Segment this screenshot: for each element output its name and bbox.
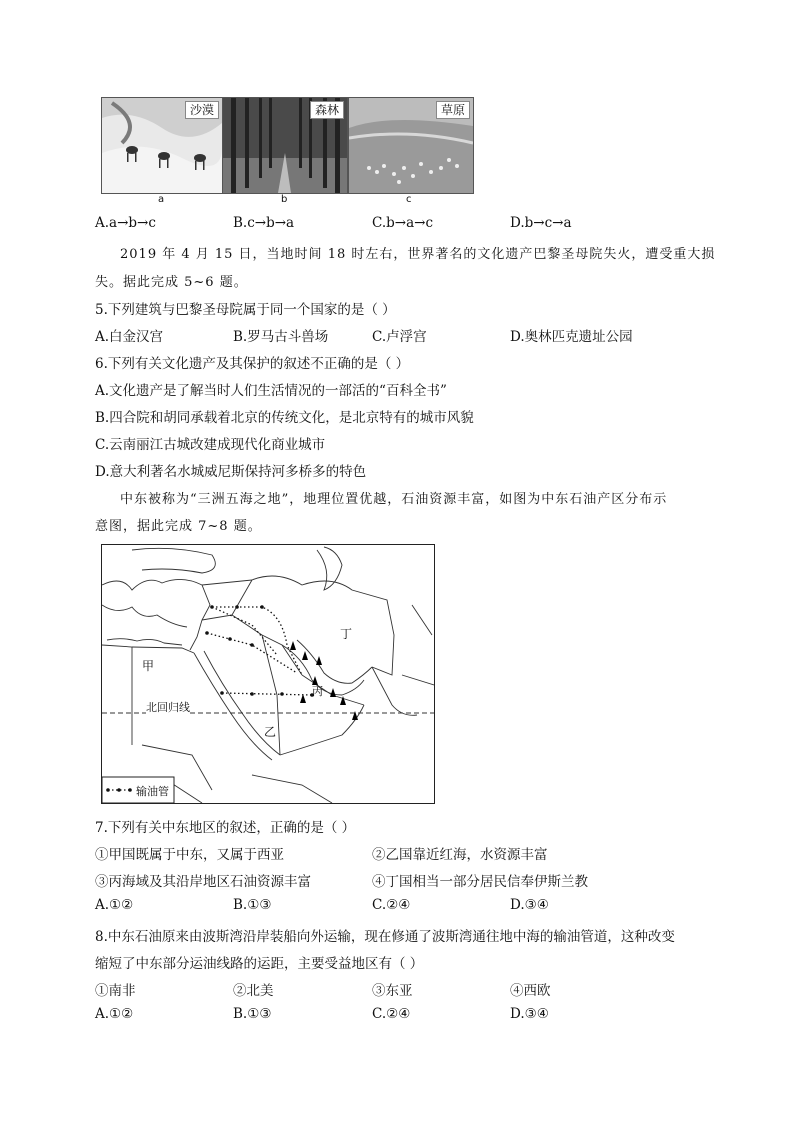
- q5-option-c: C.卢浮宫: [372, 329, 427, 345]
- map-drawing: [102, 545, 434, 803]
- photo-label-desert: 沙漠: [185, 101, 219, 119]
- q5-option-d: D.奥林匹克遗址公园: [510, 329, 633, 345]
- photo-caption-b: b: [281, 194, 288, 205]
- q6-stem: 6.下列有关文化遗产及其保护的叙述不正确的是（ ）: [95, 356, 410, 372]
- desert-photo: [101, 97, 223, 194]
- q7-option-a: A.①②: [95, 897, 134, 913]
- q7-item-4: ④丁国相当一部分居民信奉伊斯兰教: [372, 874, 588, 890]
- middle-east-oil-map: [101, 544, 435, 804]
- grassland-photo: [348, 97, 474, 194]
- q8-item-2: ②北美: [233, 983, 274, 999]
- q4-option-b: B.c→b→a: [233, 215, 295, 231]
- passage1-line1: 2019 年 4 月 15 日，当地时间 18 时左右，世界著名的文化遗产巴黎圣母院失火，遭受重大损: [120, 247, 716, 262]
- q8-option-c: C.②④: [372, 1006, 411, 1022]
- q7-item-3: ③丙海域及其沿岸地区石油资源丰富: [95, 874, 311, 890]
- q5-stem: 5.下列建筑与巴黎圣母院属于同一个国家的是（ ）: [95, 302, 396, 318]
- q8-item-4: ④西欧: [510, 983, 551, 999]
- q4-option-d: D.b→c→a: [510, 215, 572, 231]
- passage2-line1: 中东被称为“三洲五海之地”，地理位置优越，石油资源丰富，如图为中东石油产区分布示: [120, 492, 668, 507]
- q6-option-b: B.四合院和胡同承载着北京的传统文化，是北京特有的城市风貌: [95, 410, 474, 426]
- q7-item-1: ①甲国既属于中东，又属于西亚: [95, 847, 284, 863]
- q8-option-b: B.①③: [233, 1006, 272, 1022]
- q8-option-d: D.③④: [510, 1006, 549, 1022]
- q5-option-a: A.白金汉宫: [95, 329, 164, 345]
- q7-option-d: D.③④: [510, 897, 549, 913]
- q6-option-a: A.文化遗产是了解当时人们生活情况的一部活的“百科全书”: [95, 383, 447, 399]
- passage1-line2: 失。据此完成 5~6 题。: [95, 275, 248, 290]
- q7-option-c: C.②④: [372, 897, 411, 913]
- map-label-yi: 乙: [264, 725, 277, 739]
- q4-option-a: A.a→b→c: [95, 215, 156, 231]
- q8-item-3: ③东亚: [372, 983, 413, 999]
- map-label-bing: 丙: [312, 685, 323, 698]
- photo-label-grassland: 草原: [436, 101, 470, 119]
- q7-item-2: ②乙国靠近红海，水资源丰富: [372, 847, 548, 863]
- passage2-line2: 意图，据此完成 7~8 题。: [95, 519, 262, 534]
- map-tropic-label: 北回归线: [146, 701, 190, 714]
- q8-stem-line1: 8.中东石油原来由波斯湾沿岸装船向外运输，现在修通了波斯湾通往地中海的输油管道，这种改变: [95, 929, 675, 945]
- photo-caption-c: c: [406, 194, 412, 205]
- q4-option-c: C.b→a→c: [372, 215, 434, 231]
- q7-stem: 7.下列有关中东地区的叙述，正确的是（ ）: [95, 820, 356, 836]
- q6-option-d: D.意大利著名水城威尼斯保持河多桥多的特色: [95, 464, 367, 480]
- map-label-ding: 丁: [340, 627, 353, 641]
- q7-option-b: B.①③: [233, 897, 272, 913]
- map-legend-label: 输油管: [136, 785, 169, 798]
- q5-option-b: B.罗马古斗兽场: [233, 329, 329, 345]
- forest-photo: [222, 97, 348, 194]
- q8-stem-line2: 缩短了中东部分运油线路的运距，主要受益地区有（ ）: [95, 956, 424, 972]
- photo-caption-a: a: [158, 194, 165, 205]
- q8-option-a: A.①②: [95, 1006, 134, 1022]
- map-label-jia: 甲: [142, 659, 155, 673]
- q6-option-c: C.云南丽江古城改建成现代化商业城市: [95, 437, 326, 453]
- q8-item-1: ①南非: [95, 983, 136, 999]
- photo-label-forest: 森林: [310, 101, 344, 119]
